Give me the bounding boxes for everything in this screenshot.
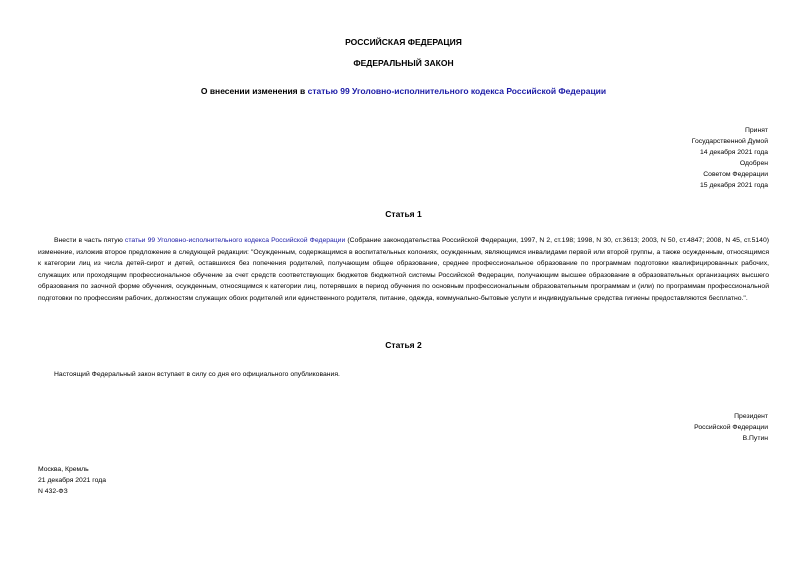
law-title-link[interactable]: статью 99 Уголовно-исполнительного кодекса Российской Федерации <box>307 86 607 96</box>
law-title <box>0 86 807 96</box>
article-1-text <box>38 235 769 305</box>
adoption-line: Советом Федерации <box>703 171 768 178</box>
footer-law-number: N 432-ФЗ <box>38 488 68 496</box>
article-1-code-link[interactable]: статьи 99 Уголовно-исполнительного кодекса Российской Федерации <box>124 237 346 244</box>
footer-date: 21 декабря 2021 года <box>38 477 106 485</box>
article-1-text-rest: (Собрание законодательства Российской Федерации, 1997, N 2, ст.198; 1998, N 30, ст.3613; 2003, N 50, ст.4847; 2008, N 45, ст.5140) изменение, изложив второе предложение в следующей редакции: "Осужденным, содержащимся в воспитательных колониях, осужденным, являющимся инвалидами первой или второй группы, а также осужденным, относящимся к категории лиц из числа детей-сирот и детей, оставшихся без попечения родителей, получающим общее образование, среднее профессиональное образование по программам подготовки квалифицированных рабочих, служащих или проходящим профессиональное обучение за счет средств соответствующих бюджетов бюджетной системы Российской Федерации, получающим высшее образование в образовательных организациях высшего образования по заочной форме обучения, осужденным, относящимся к категории лиц, потерявших в период обучения по основным профессиональным образовательным программам и (или) по программам профессиональной подготовки по профессиям рабочих, должностям служащих обоих родителей или единственного родителя, питание, одежда, коммунально-бытовые услуги и индивидуальные средства гигиены предоставляются бесплатно.". <box>38 237 769 302</box>
signature-line: Российской Федерации <box>694 424 768 431</box>
law-title-prefix: О внесении изменения в <box>200 86 308 96</box>
footer-block <box>38 464 106 498</box>
law-type-heading: ФЕДЕРАЛЬНЫЙ ЗАКОН <box>353 58 454 68</box>
article-2-text: Настоящий Федеральный закон вступает в силу со дня его официального опубликования. <box>54 371 340 378</box>
country-heading: РОССИЙСКАЯ ФЕДЕРАЦИЯ <box>345 37 462 47</box>
signature-line: В.Путин <box>742 435 768 442</box>
adoption-line: 14 декабря 2021 года <box>700 149 768 156</box>
article-1-heading: Статья 1 <box>385 209 422 219</box>
signature-line: Президент <box>734 413 768 420</box>
adoption-line: Государственной Думой <box>691 138 768 145</box>
adoption-line: 15 декабря 2021 года <box>700 182 768 189</box>
article-2-heading: Статья 2 <box>385 340 422 350</box>
adoption-line: Принят <box>744 127 768 134</box>
article-1-text-start: Внести в часть пятую <box>54 237 125 244</box>
signature-block <box>694 411 768 444</box>
adoption-line: Одобрен <box>739 160 768 167</box>
adoption-block <box>692 125 768 191</box>
footer-place: Москва, Кремль <box>38 466 89 473</box>
